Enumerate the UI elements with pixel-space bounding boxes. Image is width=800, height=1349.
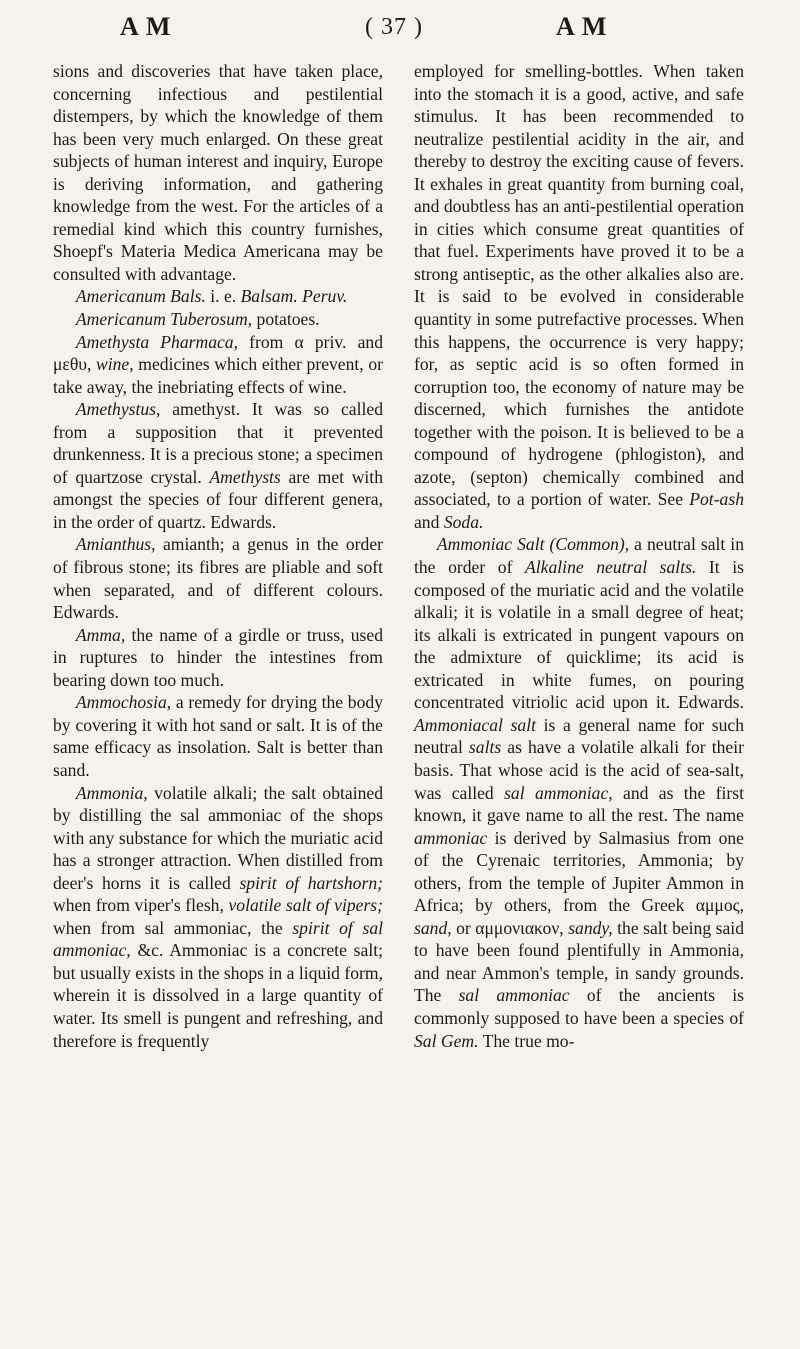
entry-americanum-bals: Americanum Bals. i. e. Balsam. Peruv. [75,286,348,307]
right-column [414,60,744,1052]
left-column [53,60,383,1052]
entry-ammoniac-salt: Ammoniac Salt (Common), a neutral salt in the order of Alkaline neutral salts. It is composed of the muriatic acid and the volatile alkali; it is volatile in a small degree of heat; its alkali is extricated in pungent vapours on the admixture of quicklime; its acid is extricated in white fumes, on pouring concentrated vitriolic acid upon it. Edwards. Ammoniacal salt is a general name for such neutral salts as have a volatile alkali for their basis. That whose acid is the acid of sea-salt, was called sal ammoniac, and as the first known, it gave name to all the rest. The name ammoniac is derived by Salmasius from one of the Cyrenaic territories, Ammonia; by others, from the temple of Jupiter Ammon in Africa; by others, from the Greek αμμος, sand, or αμμονιακον, sandy, the salt being said to have been found plentifully in Ammonia, and near Ammon's temple, in sandy grounds. The sal ammoniac of the ancients is commonly supposed to have been a species of Sal Gem. The true mo- [414,534,745,1051]
page-number: ( 37 ) [365,14,423,40]
paragraph-ammonia-continued: employed for smelling-bottles. When taken into the stomach it is a good, active, and safe stimulus. It has been recommended to neutralize pestilential acidity in the air, and thereby to destroy the exciting cause of fevers. It exhales in great quantity from burning coal, and doubtless has an anti-pestilential operation in cities which consume great quantities of that fuel. Experiments have proved it to be a strong antiseptic, as the other alkalies also are. It is said to be evolved in considerable quantity in some putrefactive processes. When this happens, the occurrence is very happy; for, as septic acid is so often formed in corruption too, the economy of nature may be discerned, which furnishes the antidote together with the poison. It is believed to be a compound of hydrogene (phlogiston), and azote, (septon) chemically combined and associated, to a portion of water. See Pot-ash and Soda. [414,61,744,532]
entry-term: Amethysta Pharmaca, [75,331,238,352]
page-header [0,6,800,66]
entry-term: Ammochosia, [75,692,172,713]
entry-ammonia: Ammonia, volatile alkali; the salt obtained by distilling the sal ammoniac of the shops with any substance for which the muriatic acid has a stronger attraction. When distilled from deer's horns it is called spirit of hartshorn; when from viper's flesh, volatile salt of vipers; when from sal ammoniac, the spirit of sal ammoniac, &c. Ammoniac is a concrete salt; but usually exists in the shops in a liquid form, wherein it is dissolved in a large quantity of water. Its smell is pungent and refreshing, and therefore is frequently [53,782,384,1051]
entry-amma: Amma, the name of a girdle or truss, used in ruptures to hinder the intestines from bearing down too much. [53,624,383,690]
running-head-right: A M [556,12,608,41]
running-head-left: A M [120,12,172,41]
entry-term: Americanum Bals. [75,286,206,307]
paragraph-continued: sions and discoveries that have taken place, concerning infectious and pestilential distempers, by which the knowledge of them has been very much enlarged. On these great subjects of human interest and inquiry, Europe is deriving information, and gathering knowledge from the west. For the articles of a remedial kind which this country furnishes, Shoepf's Materia Medica Americana may be consulted with advantage. [53,61,383,284]
entry-amethystus: Amethystus, amethyst. It was so called from a supposition that it prevented drunkenness. It is a precious stone; a specimen of quartzose crystal. Amethysts are met with amongst the species of four different genera, in the order of quartz. Edwards. [53,399,383,532]
entry-term: Amethystus, [75,399,161,420]
entry-ammochosia: Ammochosia, a remedy for drying the body by covering it with hot sand or salt. It is of the same efficacy as insolation. Salt is better than sand. [53,692,383,780]
entry-term: Ammonia, [75,782,148,803]
entry-term: Ammoniac Salt (Common), [436,534,630,555]
entry-term: Amma, [75,624,126,645]
entry-amianthus: Amianthus, amianth; a genus in the order of fibrous stone; its fibres are pliable and soft when separated, and of different colours. Edwards. [53,534,383,623]
entry-americanum-tuberosum: Americanum Tuberosum, potatoes. [75,309,320,330]
entry-amethysta-pharmaca: Amethysta Pharmaca, from α priv. and μεθυ, wine, medicines which either prevent, or take away, the inebriating effects of wine. [53,331,383,397]
entry-term: Amianthus, [75,534,156,555]
entry-term: Americanum Tuberosum, [75,309,253,330]
